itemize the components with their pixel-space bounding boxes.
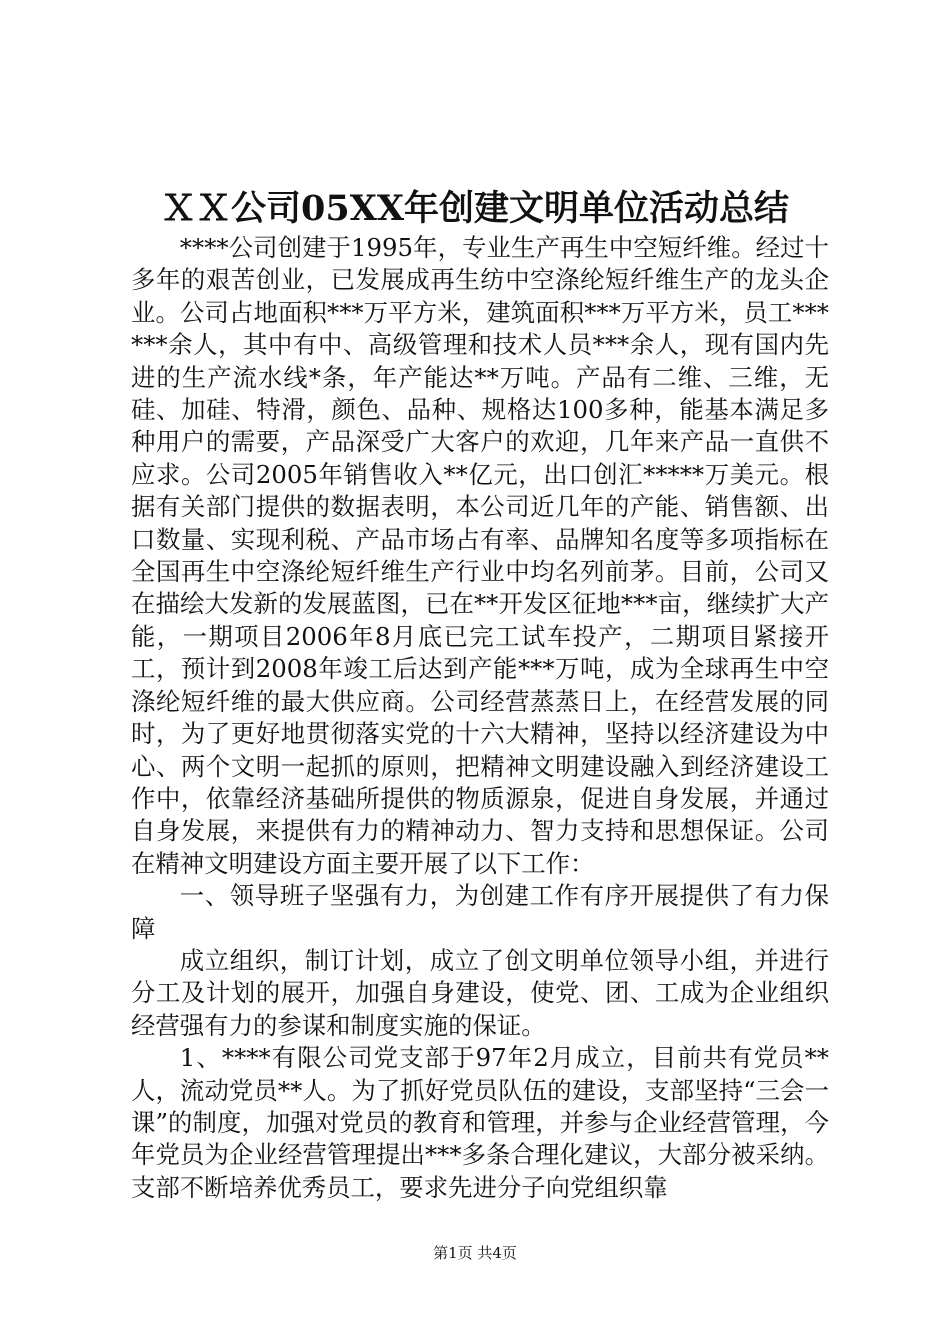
organization-paragraph: 成立组织，制订计划，成立了创文明单位领导小组，并进行分工及计划的展开，加强自身建设，使党、团、工成为企业组织经营强有力的参谋和制度实施的保证。 [131,945,829,1040]
party-branch-paragraph: 1、****有限公司党支部于97年2月成立，目前共有党员**人，流动党员**人。为了抓好党员队伍的建设，支部坚持“三会一课”的制度，加强对党员的教育和管理，并参与企业经营管理，今年党员为企业经营管理提出***多条合理化建议，大部分被采纳。支部不断培养优秀员工，要求先进分子向党组织靠 [131,1043,829,1202]
document-body [131,232,829,1204]
document-title: ＸＸ公司05XX年创建文明单位活动总结 [160,188,790,229]
page-footer: 第1页 共4页 [433,1244,517,1262]
section-heading-leadership: 一、领导班子坚强有力，为创建工作有序开展提供了有力保障 [131,881,829,943]
intro-paragraph: ****公司创建于1995年，专业生产再生中空短纤维。经过十多年的艰苦创业，已发展成再生纺中空涤纶短纤维生产的龙头企业。公司占地面积***万平方米，建筑面积***万平方米，员工******余人，其中有中、高级管理和技术人员***余人，现有国内先进的生产流水线*条，年产能达**万吨。产品有二维、三维，无硅、加硅、特滑，颜色、品种、规格达100多种，能基本满足多种用户的需要，产品深受广大客户的欢迎，几年来产品一直供不应求。公司2005年销售收入**亿元，出口创汇*****万美元。根据有关部门提供的数据表明，本公司近几年的产能、销售额、出口数量、实现利税、产品市场占有率、品牌知名度等多项指标在全国再生中空涤纶短纤维生产行业中均名列前茅。目前，公司又在描绘大发新的发展蓝图，已在**开发区征地***亩，继续扩大产能，一期项目2006年8月底已完工试车投产，二期项目紧接开工，预计到2008年竣工后达到产能***万吨，成为全球再生中空涤纶短纤维的最大供应商。公司经营蒸蒸日上，在经营发展的同时，为了更好地贯彻落实党的十六大精神，坚持以经济建设为中心、两个文明一起抓的原则，把精神文明建设融入到经济建设工作中，依靠经济基础所提供的物质源泉，促进自身发展，并通过自身发展，来提供有力的精神动力、智力支持和思想保证。公司在精神文明建设方面主要开展了以下工作： [131,233,829,878]
